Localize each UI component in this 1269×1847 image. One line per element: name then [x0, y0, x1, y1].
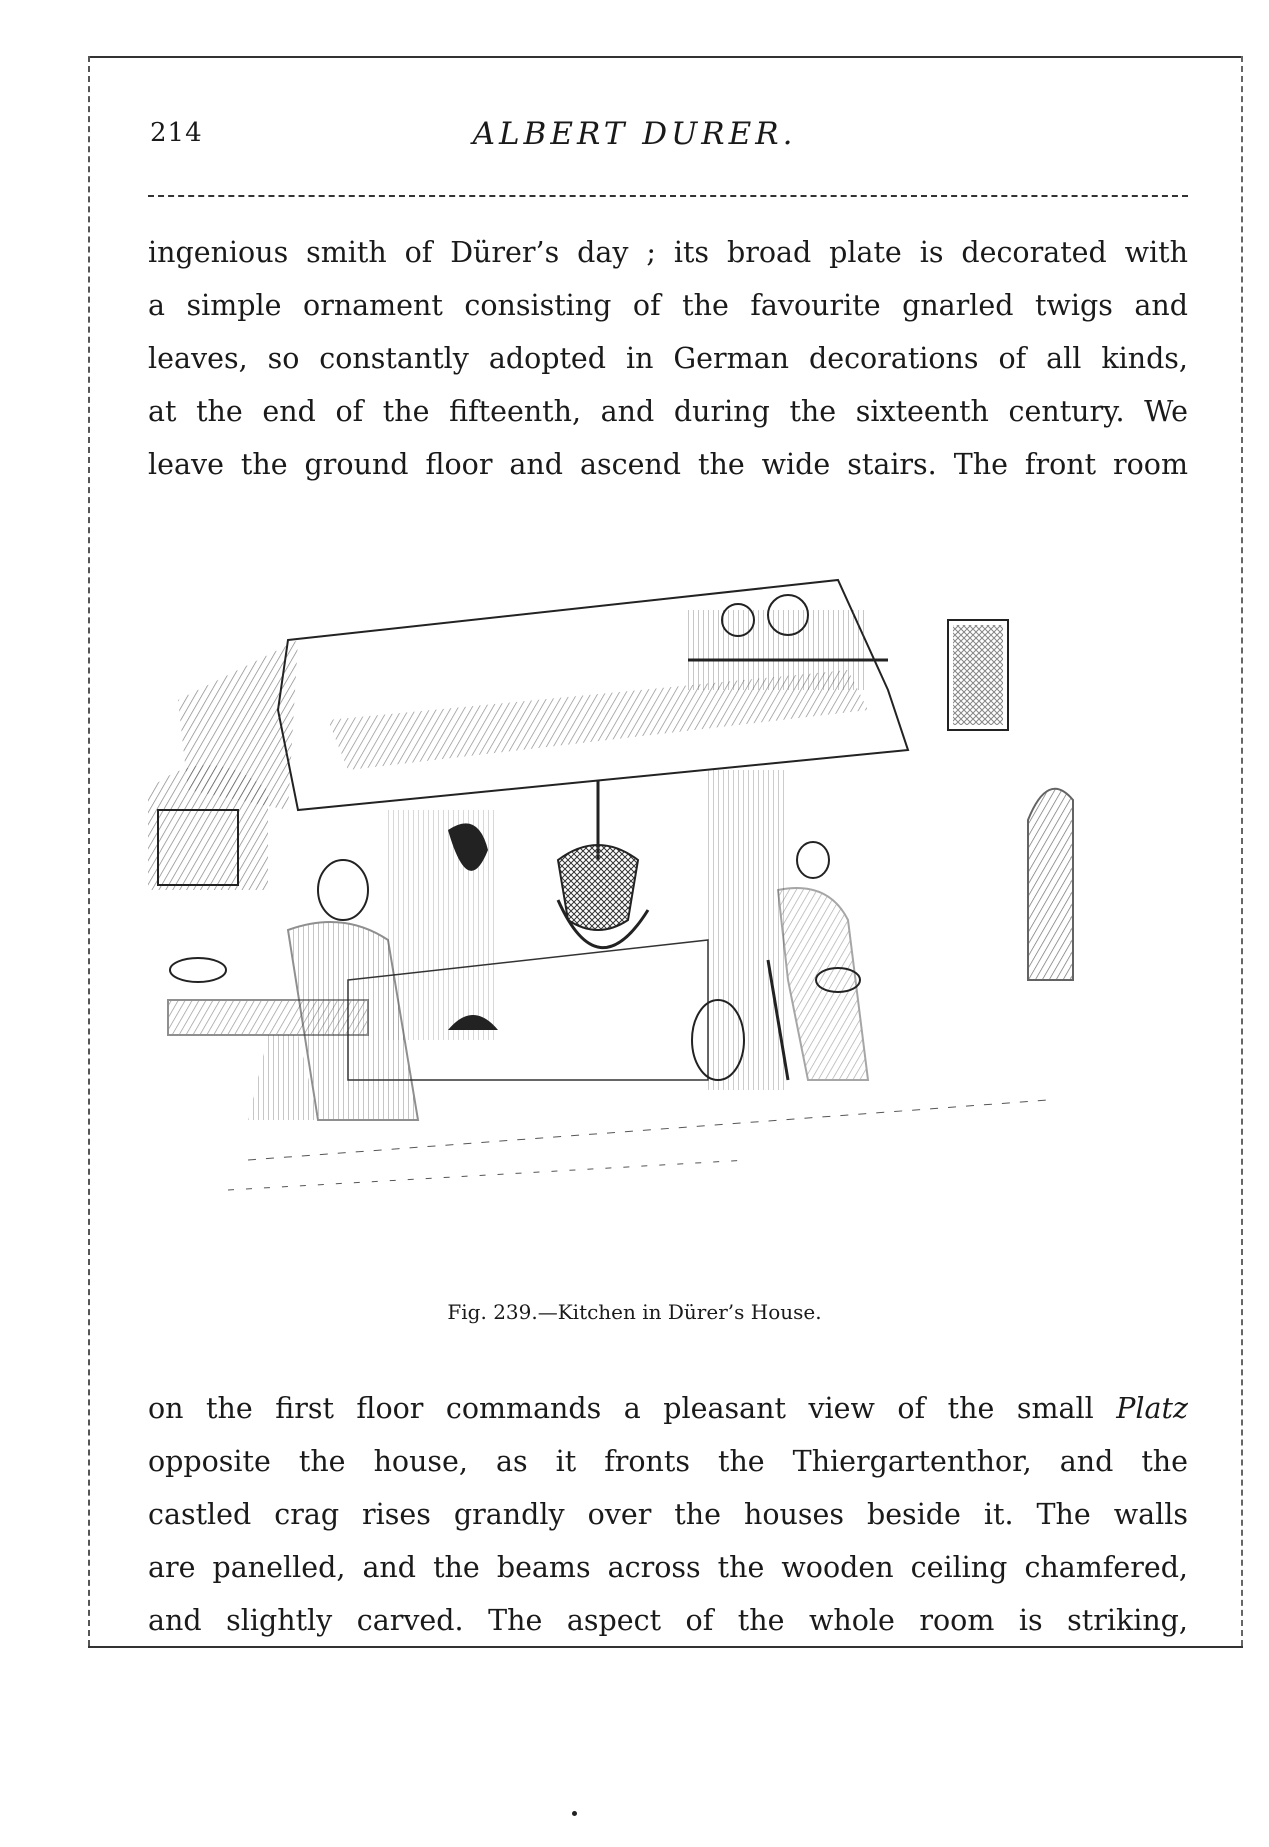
kitchen-illustration: [148, 560, 1188, 1280]
text-line: a simple ornament consisting of the favourite gnarled twigs and: [148, 289, 1188, 322]
italic-word: Platz: [1116, 1392, 1188, 1425]
page-border-right: [1241, 56, 1243, 1646]
text-line: at the end of the fifteenth, and during the sixteenth century. We: [148, 395, 1188, 428]
text-line: and slightly carved. The aspect of the whole room is striking,: [148, 1604, 1188, 1637]
header-rule: [148, 195, 1188, 197]
text-line-main: on the first floor commands a pleasant view of the small: [148, 1392, 1094, 1425]
text-line: ingenious smith of Dürer’s day ; its broad plate is decorated with: [148, 236, 1188, 269]
text-line: leaves, so constantly adopted in German decorations of all kinds,: [148, 342, 1188, 375]
figure-caption: Fig. 239.—Kitchen in Dürer’s House.: [447, 1300, 822, 1324]
text-line: leave the ground floor and ascend the wide stairs. The front room: [148, 448, 1188, 481]
text-line: castled crag rises grandly over the houses beside it. The walls: [148, 1498, 1188, 1531]
text-line: [148, 1382, 1188, 1435]
text-line: opposite the house, as it fronts the Thiergartenthor, and the: [148, 1445, 1188, 1478]
text-line: are panelled, and the beams across the wooden ceiling chamfered,: [148, 1551, 1188, 1584]
running-head: ALBERT DURER.: [472, 116, 797, 152]
page-border-top: [88, 56, 1243, 58]
paragraph-bottom: [148, 1382, 1188, 1647]
page-border-left: [88, 56, 90, 1646]
paragraph-top: [148, 226, 1188, 491]
stray-mark: [572, 1811, 577, 1816]
kitchen-engraving: [148, 560, 1188, 1280]
page-number: 214: [150, 118, 203, 148]
